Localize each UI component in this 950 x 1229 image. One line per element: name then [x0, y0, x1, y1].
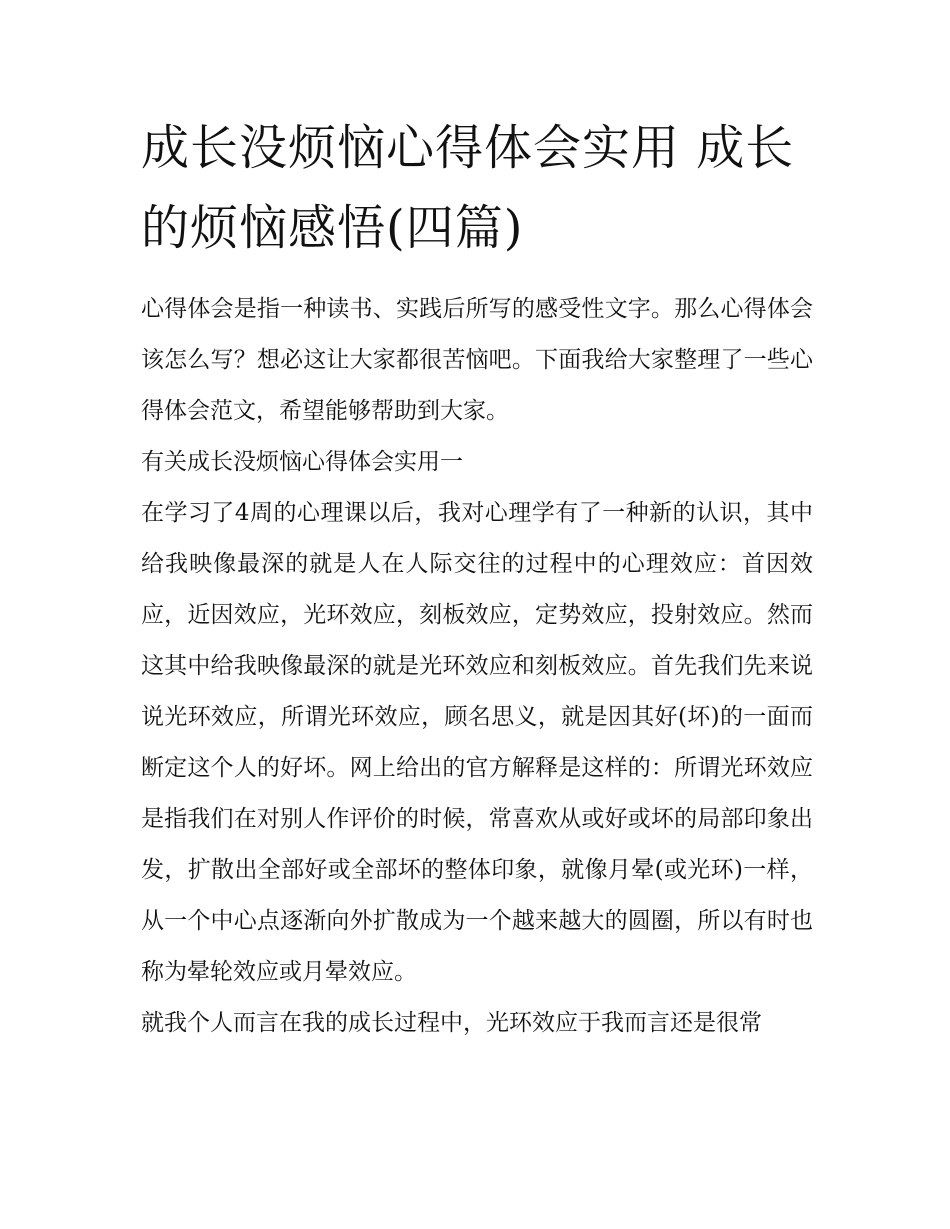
intro-paragraph: 心得体会是指一种读书、实践后所写的感受性文字。那么心得体会该怎么写？想必这让大家都很苦恼吧。下面我给大家整理了一些心得体会范文，希望能够帮助到大家。	[141, 296, 813, 424]
body-paragraph-continued: 就我个人而言在我的成长过程中，光环效应于我而言还是很常	[141, 1010, 762, 1036]
section-heading: 有关成长没烦恼心得体会实用一	[141, 449, 463, 475]
document-body	[141, 284, 813, 1049]
document-page	[141, 108, 813, 1049]
document-title: 成长没烦恼心得体会实用 成长的烦恼感悟(四篇)	[141, 120, 795, 256]
body-paragraph: 在学习了4周的心理课以后，我对心理学有了一种新的认识，其中给我映像最深的就是人在人际交往的过程中的心理效应：首因效应，近因效应，光环效应，刻板效应，定势效应，投射效应。然而这其中给我映像最深的就是光环效应和刻板效应。首先我们先来说说光环效应，所谓光环效应，顾名思义，就是因其好(坏)的一面而断定这个人的好坏。网上给出的官方解释是这样的：所谓光环效应是指我们在对别人作评价的时候，常喜欢从或好或坏的局部印象出发，扩散出全部好或全部坏的整体印象，就像月晕(或光环)一样，从一个中心点逐渐向外扩散成为一个越来越大的圆圈，所以有时也称为晕轮效应或月晕效应。	[141, 500, 813, 985]
